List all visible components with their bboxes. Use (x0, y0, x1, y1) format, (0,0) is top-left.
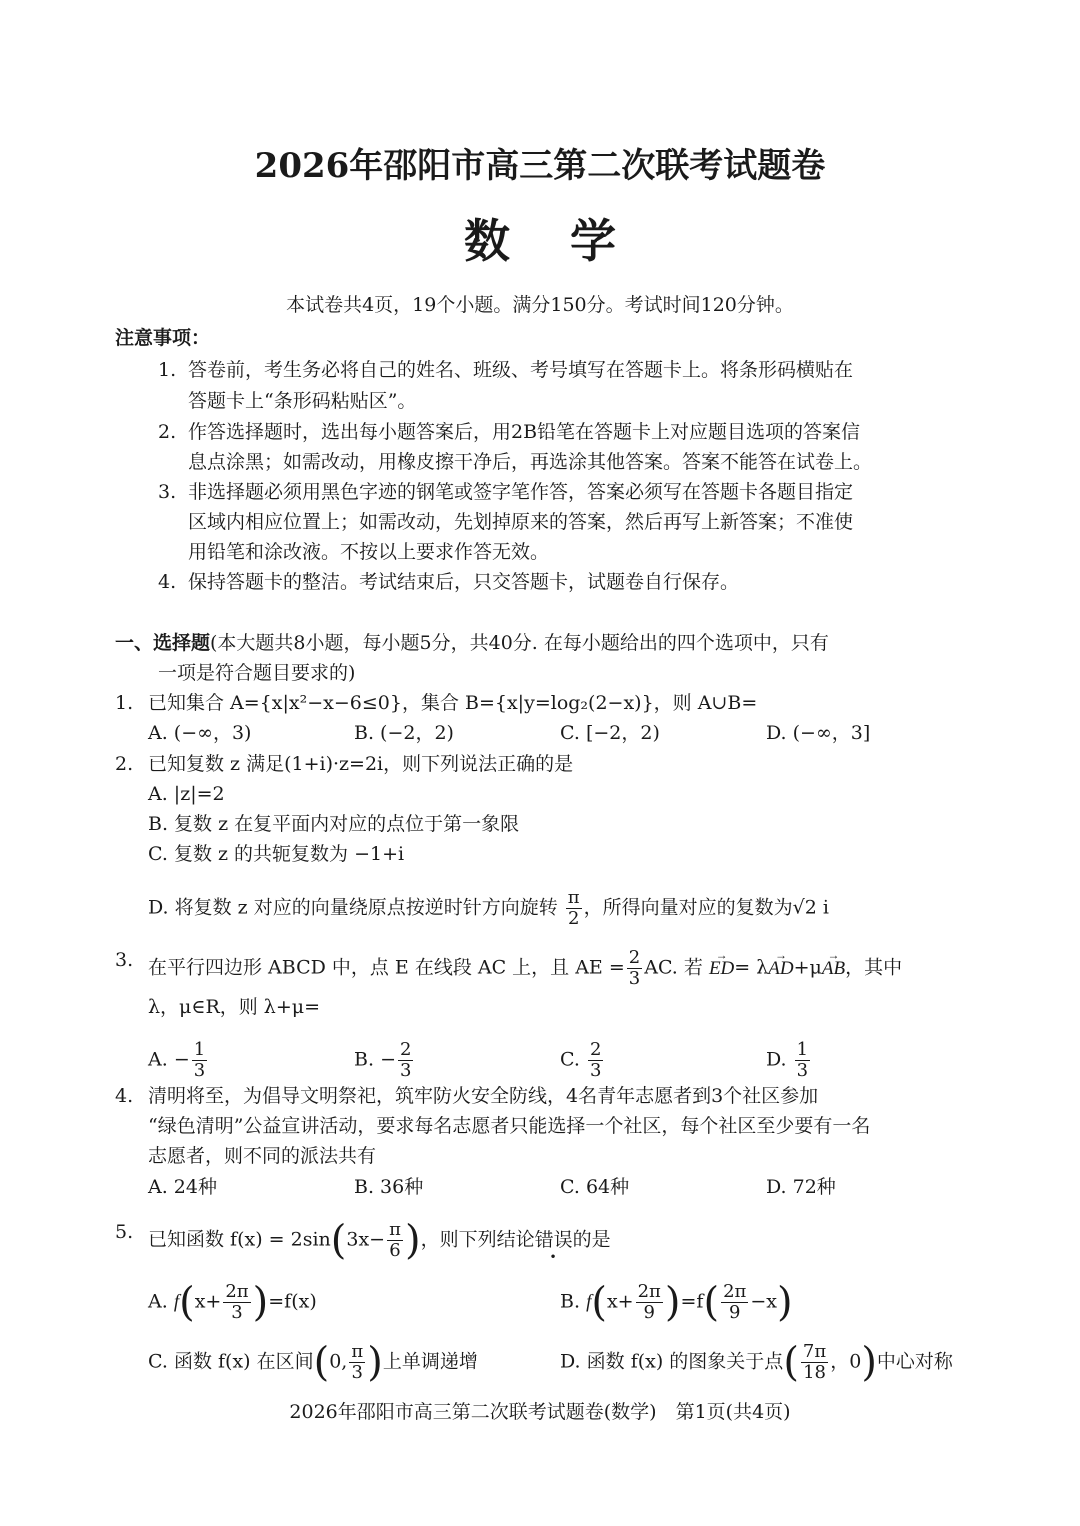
denominator: 18 (803, 1362, 827, 1383)
option-b: B. f(x+ $\frac{2\pi}{9}$ )=f( $\frac{2\pi}{9}$ −x) (560, 1279, 793, 1326)
option-text: 中心对称 (876, 1350, 953, 1373)
stem-text: +μ (793, 956, 822, 979)
stem-text: 3x− (346, 1228, 386, 1251)
option-text: 函数 f(x) 的图象关于点 (586, 1350, 784, 1373)
option-b: B. (−2，2) (354, 722, 454, 744)
stem-text: 的是 (572, 1228, 611, 1251)
fraction (636, 1282, 663, 1323)
fraction (349, 1342, 365, 1383)
question-stem (148, 948, 902, 989)
fraction (398, 1040, 413, 1081)
option-label: D. (560, 1350, 581, 1373)
numerator: 2π (637, 1281, 661, 1302)
denominator: 3 (796, 1060, 809, 1081)
numerator: 2 (399, 1039, 412, 1060)
fraction (627, 948, 642, 989)
numerator: 2 (628, 947, 641, 968)
option-d (148, 888, 829, 929)
math: f (173, 1291, 180, 1313)
page-footer: 2026年邵阳市高三第二次联考试题卷(数学) 第1页(共4页) (289, 1401, 791, 1423)
numerator: 2 (589, 1039, 602, 1060)
numerator: 1 (796, 1039, 809, 1060)
option-a: A. 24种 (148, 1176, 217, 1198)
subject-title: 数学 (464, 214, 676, 268)
note-line: 非选择题必须用黑色字迹的钢笔或签字笔作答，答案必须写在答题卡各题目指定 (188, 481, 854, 503)
option-text: 上单调递增 (382, 1350, 478, 1373)
option-text: D. 将复数 z 对应的向量绕原点按逆时针方向旋转 (148, 896, 558, 919)
question-number: 2. (115, 753, 134, 775)
vector-ed: → ED (709, 957, 734, 981)
option-text: ，所得向量对应的复数为√2 i (583, 896, 829, 919)
numerator: 7π (802, 1341, 827, 1362)
question-stem: “绿色清明”公益宣讲活动，要求每名志愿者只能选择一个社区，每个社区至少要有一名 (148, 1115, 871, 1137)
section-desc: (本大题共8小题，每小题5分，共40分. 在每小题给出的四个选项中，只有 (210, 632, 829, 654)
sign: − (173, 1048, 190, 1071)
option-c: C. 64种 (560, 1176, 630, 1198)
note-number: 3. (158, 481, 177, 503)
denominator: 3 (589, 1060, 602, 1081)
question-stem: 已知集合 A={x|x²−x−6≤0}，集合 B={x|y=log₂(2−x)}，则 A∪B= (148, 692, 758, 714)
option-c: C. [−2，2) (560, 722, 660, 744)
numerator: π (351, 1341, 364, 1362)
sign: − (380, 1048, 396, 1071)
math: =f(x) (268, 1290, 317, 1313)
numerator: 1 (193, 1039, 206, 1060)
option-label: B. (354, 1048, 375, 1071)
option-a (148, 1040, 209, 1081)
question-stem: 已知函数 f(x) = 2sin(3x− $\frac{\pi}{6}$ )，则下列结论错误的是 (148, 1217, 611, 1264)
question-number: 5. (115, 1221, 134, 1243)
math: x+ (194, 1290, 222, 1313)
option-text: 函数 f(x) 在区间 (173, 1350, 314, 1373)
math: x+ (606, 1290, 634, 1313)
note-line: 区域内相应位置上；如需改动，先划掉原来的答案，然后再写上新答案；不准使 (188, 511, 854, 533)
question-number: 3. (115, 949, 134, 971)
option-label: C. (560, 1048, 580, 1071)
option-a: A. f(x+ $\frac{2\pi}{3}$ )=f(x) (148, 1279, 317, 1326)
option-label: D. (766, 1048, 787, 1071)
option-b (354, 1040, 415, 1081)
option-label: B. (560, 1290, 581, 1313)
emphasized-text: 错误 (534, 1228, 573, 1251)
note-line: 息点涂黑；如需改动，用橡皮擦干净后，再选涂其他答案。答案不能答在试卷上。 (188, 451, 873, 473)
note-line: 答题卡上“条形码粘贴区”。 (188, 390, 417, 412)
option-label: A. (148, 1048, 168, 1071)
fraction (192, 1040, 207, 1081)
denominator: 6 (389, 1240, 401, 1261)
denominator: 3 (399, 1060, 412, 1081)
math: −x (750, 1290, 777, 1313)
numerator: 2π (225, 1281, 249, 1302)
denominator: 3 (628, 968, 641, 989)
fraction (795, 1040, 810, 1081)
exam-title: 2026年邵阳市高三第二次联考试题卷 (254, 146, 826, 186)
denominator: 9 (728, 1302, 741, 1323)
note-number: 2. (158, 421, 177, 443)
option-b: B. 36种 (354, 1176, 424, 1198)
note-line: 用铅笔和涂改液。不按以上要求作答无效。 (188, 541, 550, 563)
denominator: 3 (193, 1060, 206, 1081)
denominator: 9 (643, 1302, 655, 1323)
section-label: 一、选择题 (115, 632, 211, 654)
stem-text: 已知函数 f(x) = 2sin (148, 1228, 331, 1251)
fraction (801, 1342, 828, 1383)
option-a: A. (−∞，3) (148, 722, 252, 744)
option-label: A. (148, 1290, 168, 1313)
math: f (586, 1291, 592, 1313)
option-c: C. 复数 z 的共轭复数为 −1+i (148, 843, 405, 865)
question-number: 4. (115, 1085, 134, 1107)
denominator: 3 (351, 1362, 363, 1383)
notes-heading: 注意事项： (115, 327, 211, 349)
fraction (721, 1282, 748, 1323)
question-stem: 清明将至，为倡导文明祭祀，筑牢防火安全防线，4名青年志愿者到3个社区参加 (148, 1085, 819, 1107)
option-d: D. (−∞，3] (766, 722, 871, 744)
numerator: π (389, 1219, 401, 1240)
denominator: 3 (231, 1302, 243, 1323)
question-stem-2: λ，μ∈R，则 λ+μ= (148, 996, 321, 1018)
math: ，0 (830, 1350, 862, 1373)
option-c (560, 1040, 605, 1081)
math: 0, (329, 1350, 348, 1373)
question-stem: 志愿者，则不同的派法共有 (148, 1145, 377, 1167)
option-d (766, 1040, 812, 1081)
note-number: 4. (158, 571, 177, 593)
fraction (387, 1220, 403, 1261)
option-d: D. 函数 f(x) 的图象关于点( $\frac{7\pi}{18}$ ，0)中心对称 (560, 1339, 953, 1386)
fraction (566, 888, 582, 929)
note-line: 保持答题卡的整洁。考试结束后，只交答题卡，试题卷自行保存。 (188, 571, 740, 593)
section-heading (115, 631, 829, 655)
option-c: C. 函数 f(x) 在区间(0, $\frac{\pi}{3}$ )上单调递增 (148, 1339, 478, 1386)
option-b: B. 复数 z 在复平面内对应的点位于第一象限 (148, 813, 520, 835)
stem-text: 在平行四边形 ABCD 中，点 E 在线段 AC 上，且 AE = (148, 956, 625, 979)
option-d: D. 72种 (766, 1176, 836, 1198)
question-stem: 已知复数 z 满足(1+i)·z=2i，则下列说法正确的是 (148, 753, 574, 775)
section-desc-2: 一项是符合题目要求的) (158, 662, 356, 684)
numerator: 2π (723, 1281, 747, 1302)
stem-text: ，则下列结论 (420, 1228, 535, 1251)
stem-text: ，其中 (845, 956, 903, 979)
note-number: 1. (158, 359, 177, 381)
denominator: 2 (567, 908, 580, 929)
stem-text: = λ (734, 956, 769, 979)
exam-info: 本试卷共4页，19个小题。满分150分。考试时间120分钟。 (286, 294, 794, 316)
fraction (588, 1040, 603, 1081)
fraction (223, 1282, 250, 1323)
option-a: A. |z|=2 (148, 783, 225, 805)
note-line: 答卷前，考生务必将自己的姓名、班级、考号填写在答题卡上。将条形码横贴在 (188, 359, 854, 381)
math: =f (680, 1290, 704, 1313)
numerator: π (567, 887, 580, 908)
question-number: 1. (115, 692, 134, 714)
vector-ab: → AB (822, 957, 845, 981)
stem-text: AC. 若 (644, 956, 703, 979)
option-label: C. (148, 1350, 168, 1373)
note-line: 作答选择题时，选出每小题答案后，用2B铅笔在答题卡上对应题目选项的答案信 (188, 421, 861, 443)
vector-ad: → AD (768, 957, 793, 981)
